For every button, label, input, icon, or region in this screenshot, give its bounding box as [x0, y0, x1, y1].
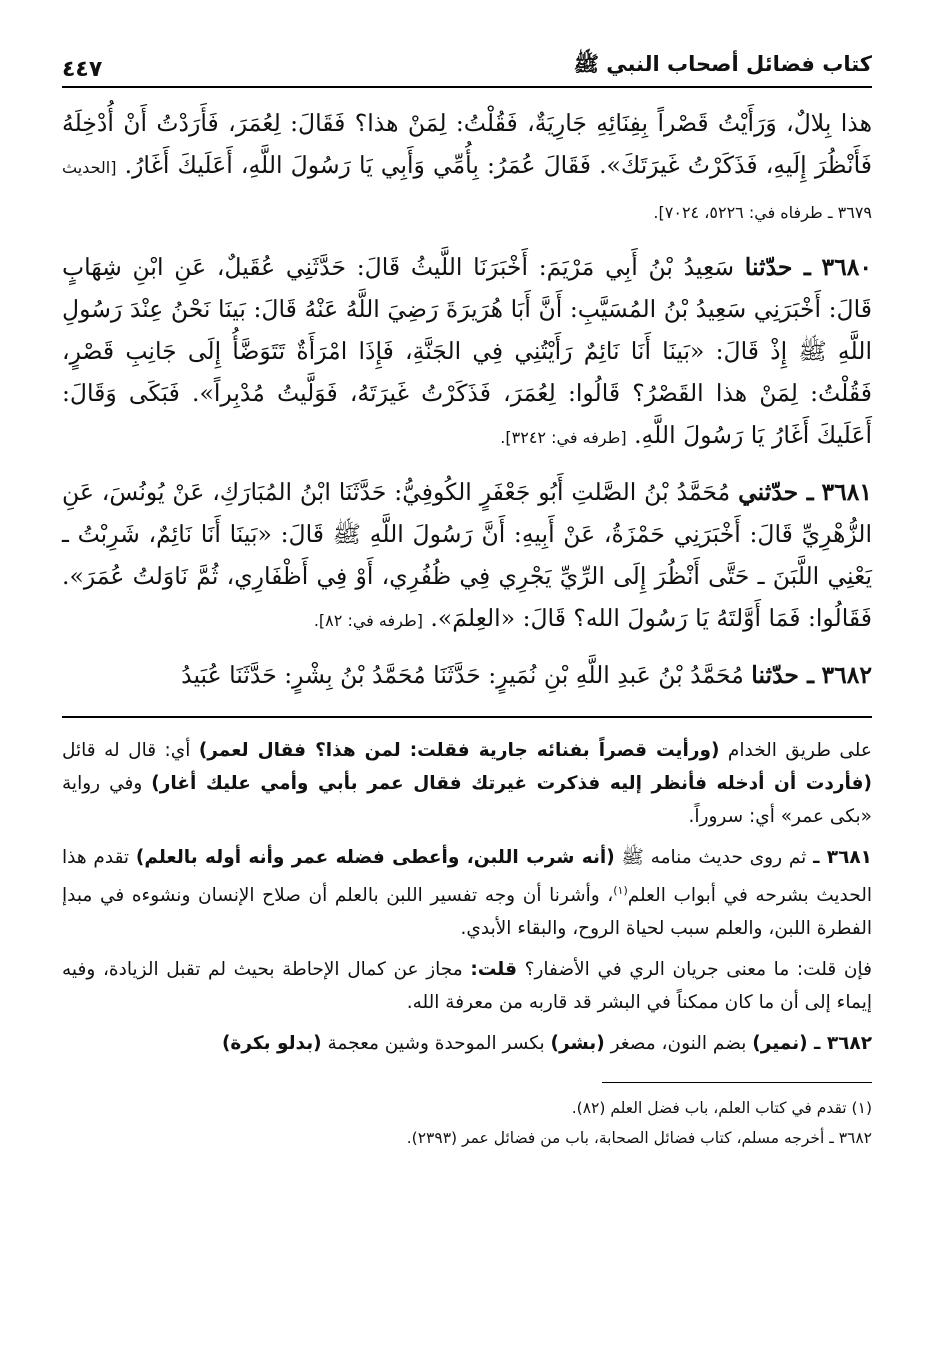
footnote: (١) تقدم في كتاب العلم، باب فضل العلم (٨٢). [571, 1099, 872, 1118]
footnote: ٣٦٨٢ ـ أخرجه مسلم، كتاب فضائل الصحابة، باب من فضائل عمر (٢٣٩٣). [406, 1129, 872, 1148]
commentary-text: على طريق الخدام [727, 740, 872, 761]
commentary-text: تقدم هذا الحديث بشرحه في أبواب العلم [62, 847, 872, 907]
footnote-reference: (١) [613, 884, 628, 897]
hadith-reference: [الحديث ٣٦٧٩ ـ طرفاه في: ٥٢٢٦، ٧٠٢٤]. [62, 158, 872, 222]
commentary-text: ثم روى حديث منامه ﷺ [621, 847, 807, 868]
hadith-text: مُحَمَّدُ بْنُ عَبدِ اللَّهِ بْنِ نُمَيرٍ: حَدَّثَنَا مُحَمَّدُ بْنُ بِشْرٍ: حَدَّثَنَا عُبَيدُ [181, 661, 744, 689]
hadith-3680 [62, 246, 872, 459]
hadith-number: ٣٦٨٢ [821, 661, 872, 689]
commentary-text: وفي رواية «بكى عمر» أي: سروراً. [62, 773, 872, 827]
commentary-paragraph [62, 953, 872, 1019]
commentary-text: فإن قلت: ما معنى جريان الري في الأضفار؟ [524, 959, 872, 981]
hadith-number: ٣٦٨٠ [821, 253, 872, 281]
chapter-title: كتاب فضائل أصحاب النبي ﷺ [573, 52, 872, 76]
commentary-quote: (بشر) [550, 1033, 605, 1055]
commentary-paragraph [62, 841, 872, 945]
commentary-text: بضم النون، مصغر [610, 1033, 747, 1055]
commentary-text: ، وأشرنا أن وجه تفسير اللبن بالعلم أن صلاح الإنسان ونشوءه في مبدإ الفطرة اللبن، والعلم سبب لحياة الروح، والبقاء الأبدي. [62, 885, 872, 940]
footnotes-section [62, 1093, 872, 1153]
commentary-quote: (أنه شرب اللبن، وأعطى فضله عمر وأنه أوله بالعلم) [135, 847, 615, 868]
hadith-text: سَعِيدُ بْنُ أَبِي مَرْيَمَ: أَخْبَرَنَا اللَّيثُ قَالَ: حَدَّثَنِي عُقَيلٌ، عَنِ ابْنِ شِهَابٍ قَالَ: أَخْبَرَنِي سَعِيدُ بْنُ المُسَيَّبِ: أَنَّ أَبَا هُرَيرَةَ رَضِيَ اللَّهُ عَنْهُ قَالَ: بَينَا نَحْنُ عِنْدَ رَسُولِ اللَّهِ ﷺ إِذْ قَالَ: «بَينَا أَنَا نَائِمٌ رَأَيْتُنِي فِي الجَنَّةِ، فَإِذَا امْرَأَةٌ تَتَوَضَّأُ إِلَى جَانِبِ قَصْرٍ، فَقُلْتُ: لِمَنْ هذا القَصْرُ؟ قَالُوا: لِعُمَرَ، فَذَكَرْتُ غَيرَتَهُ، فَوَلَّيتُ مُدْبِراً». فَبَكَى وَقَالَ: أَعَلَيكَ أَغَارُ يَا رَسُولَ اللَّهِ. [62, 253, 872, 449]
hadith-3679-continuation [62, 102, 872, 234]
commentary-text: بكسر الموحدة وشين معجمة [327, 1033, 545, 1055]
hadith-lead-word: ـ حدّثنا [751, 661, 815, 689]
hadith-text: مُحَمَّدُ بْنُ الصَّلتِ أَبُو جَعْفَرٍ الكُوفِيُّ: حَدَّثَنَا ابْنُ المُبَارَكِ، عَنْ يُونُسَ، عَنِ الزُّهْرِيِّ قَالَ: أَخْبَرَنِي حَمْزَةُ، عَنْ أَبِيهِ: أَنَّ رَسُولَ اللَّهِ ﷺ قَالَ: «بَينَا أَنَا نَائِمٌ، شَرِبْتُ ـ يَعْنِي اللَّبَنَ ـ حَتَّى أَنْظُرَ إِلَى الرِّيِّ يَجْرِي فِي ظُفُرِي، أَوْ فِي أَظْفَارِي، ثُمَّ نَاوَلتُ عُمَرَ». فَقَالُوا: فَمَا أَوَّلتَهُ يَا رَسُولَ الله؟ قَالَ: «العِلمَ». [62, 478, 872, 632]
commentary-quote: (بدلو بكرة) [221, 1033, 322, 1055]
hadith-lead-word: ـ حدّثنا [744, 253, 811, 281]
page-header [62, 38, 872, 88]
commentary-paragraph [62, 1027, 872, 1060]
page-number: ٤٤٧ [62, 57, 103, 82]
commentary-number: ٣٦٨١ ـ [813, 847, 872, 868]
hadith-lead-word: ـ حدّثني [738, 478, 814, 506]
commentary-divider [62, 716, 872, 718]
book-page [62, 38, 872, 1338]
commentary-quote: (فأردت أن أدخله فأنظر إليه فذكرت غيرتك فقال عمر بأبي وأمي عليك أغار) [151, 773, 873, 794]
commentary-quote: (ورأيت قصراً بفنائه جارية فقلت: لمن هذا؟ فقال لعمر) [198, 740, 720, 761]
hadith-3681 [62, 471, 872, 642]
hadith-3682 [62, 654, 872, 696]
commentary-number: ٣٦٨٢ ـ (نمير) [752, 1033, 872, 1055]
hadith-number: ٣٦٨١ [821, 478, 873, 506]
commentary-section [62, 734, 872, 1060]
commentary-text: مجاز عن كمال الإحاطة بحيث لم تقبل الزيادة، وفيه إيماء إلى أن ما كان ممكناً في البشر قد قاربه من معرفة الله. [62, 959, 872, 1014]
hadith-text-section [62, 102, 872, 696]
commentary-text: أي: قال له قائل [62, 740, 191, 761]
commentary-quote: قلت: [470, 959, 517, 981]
hadith-reference: [طرفه في: ٨٢]. [313, 611, 423, 630]
hadith-reference: [طرفه في: ٣٢٤٢]. [500, 428, 627, 447]
footnote-divider [602, 1082, 872, 1083]
commentary-paragraph [62, 734, 872, 833]
hadith-text: هذا بِلالٌ، وَرَأَيْتُ قَصْراً بِفِنَائِهِ جَارِيَةٌ، فَقُلْتُ: لِمَنْ هذا؟ فَقَالَ: لِعُمَرَ، فَأَرَدْتُ أَنْ أُدْخِلَهُ فَأَنْظُرَ إِلَيهِ، فَذَكَرْتُ غَيرَتَكَ». فَقَالَ عُمَرُ: بِأُمِّي وَأَبِي يَا رَسُولَ اللَّهِ، أَعَلَيكَ أَغَارُ. [62, 109, 872, 179]
